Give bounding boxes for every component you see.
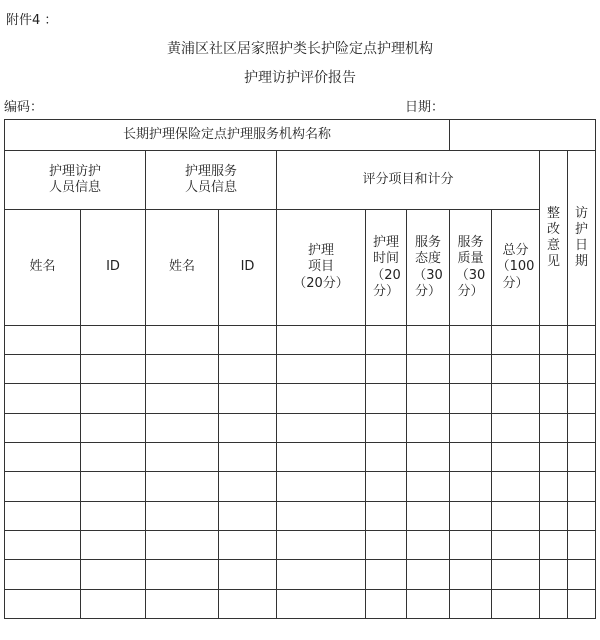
table-cell[interactable] (568, 472, 596, 502)
care-items-header-line: 项目 (307, 259, 334, 275)
service-staff-header-line1: 护理服务 (184, 163, 237, 179)
table-row (5, 560, 596, 590)
visit-date-header-line: 护 (574, 221, 588, 237)
service-quality-header-line: （30 (455, 267, 486, 283)
care-time-header-line: 护理 (372, 235, 399, 250)
table-cell[interactable] (81, 443, 146, 472)
visit-staff-header-line2: 人员信息 (48, 180, 101, 195)
table-cell[interactable] (568, 326, 596, 355)
table-cell[interactable] (540, 326, 568, 355)
table-cell[interactable] (81, 355, 146, 384)
table-cell[interactable] (277, 531, 366, 560)
table-cell[interactable] (450, 560, 492, 590)
table-cell[interactable] (219, 326, 277, 355)
table-cell[interactable] (568, 502, 596, 531)
table-cell[interactable] (540, 472, 568, 502)
org-name-value[interactable] (450, 120, 596, 151)
table-cell[interactable] (492, 384, 540, 414)
table-cell[interactable] (366, 414, 407, 443)
care-items-header-line: 护理 (307, 243, 334, 259)
visit-date-header-line: 日 (574, 238, 588, 253)
table-row (5, 384, 596, 414)
table-cell[interactable] (366, 531, 407, 560)
table-cell[interactable] (277, 355, 366, 384)
table-cell[interactable] (450, 355, 492, 384)
table-row (5, 531, 596, 560)
table-cell[interactable] (540, 355, 568, 384)
table-cell[interactable] (407, 590, 450, 619)
table-cell[interactable] (366, 560, 407, 590)
scoring-header: 评分项目和计分 (277, 151, 540, 210)
table-row (5, 502, 596, 531)
table-cell[interactable] (5, 531, 81, 560)
table-cell[interactable] (219, 414, 277, 443)
table-cell[interactable] (450, 414, 492, 443)
table-cell[interactable] (540, 531, 568, 560)
table-cell[interactable] (277, 590, 366, 619)
table-cell[interactable] (146, 472, 219, 502)
table-cell[interactable] (540, 560, 568, 590)
table-cell[interactable] (146, 384, 219, 414)
table-cell[interactable] (407, 443, 450, 472)
table-cell[interactable] (5, 560, 81, 590)
table-cell[interactable] (146, 414, 219, 443)
table-cell[interactable] (5, 502, 81, 531)
table-row (5, 472, 596, 502)
service-staff-header-line2: 人员信息 (184, 180, 237, 195)
table-cell[interactable] (492, 355, 540, 384)
table-cell[interactable] (81, 384, 146, 414)
table-cell[interactable] (540, 414, 568, 443)
table-cell[interactable] (407, 560, 450, 590)
table-cell[interactable] (5, 384, 81, 414)
visit-date-header-line: 期 (574, 254, 588, 270)
table-cell[interactable] (407, 531, 450, 560)
visit-staff-header (5, 151, 146, 210)
table-cell[interactable] (81, 590, 146, 619)
code-label: 编码： (4, 100, 44, 115)
total-header-line: （100 (496, 259, 535, 275)
table-cell[interactable] (492, 414, 540, 443)
care-items-header (277, 210, 366, 326)
service-staff-id-header: ID (219, 210, 277, 326)
table-cell[interactable] (407, 502, 450, 531)
table-cell[interactable] (366, 326, 407, 355)
table-cell[interactable] (5, 414, 81, 443)
table-cell[interactable] (492, 502, 540, 531)
table-cell[interactable] (450, 472, 492, 502)
table-cell[interactable] (450, 326, 492, 355)
table-cell[interactable] (219, 531, 277, 560)
rectify-header-line: 整 (546, 205, 560, 221)
table-cell[interactable] (407, 355, 450, 384)
table-cell[interactable] (81, 560, 146, 590)
table-cell[interactable] (407, 326, 450, 355)
visit-staff-header-line1: 护理访护 (48, 163, 101, 179)
table-cell[interactable] (407, 472, 450, 502)
rectify-header-line: 改 (546, 221, 560, 237)
table-cell[interactable] (81, 414, 146, 443)
table-cell[interactable] (366, 472, 407, 502)
table-cell[interactable] (81, 326, 146, 355)
table-row (5, 326, 596, 355)
table-cell[interactable] (492, 531, 540, 560)
table-cell[interactable] (540, 384, 568, 414)
group-header-row (5, 151, 596, 210)
table-cell[interactable] (81, 472, 146, 502)
table-cell[interactable] (277, 472, 366, 502)
service-attitude-header-line: 态度 (414, 251, 441, 267)
rectify-header-line: 意 (546, 238, 560, 253)
table-cell[interactable] (277, 326, 366, 355)
table-cell[interactable] (450, 502, 492, 531)
table-cell[interactable] (568, 531, 596, 560)
table-row (5, 443, 596, 472)
table-cell[interactable] (146, 560, 219, 590)
table-cell[interactable] (366, 384, 407, 414)
table-cell[interactable] (219, 560, 277, 590)
table-cell[interactable] (450, 531, 492, 560)
table-cell[interactable] (492, 443, 540, 472)
table-cell[interactable] (5, 590, 81, 619)
care-time-header-line: 分） (372, 283, 399, 299)
table-cell[interactable] (492, 560, 540, 590)
table-cell[interactable] (568, 384, 596, 414)
table-cell[interactable] (146, 355, 219, 384)
total-score-header (492, 210, 540, 326)
table-cell[interactable] (277, 384, 366, 414)
table-cell[interactable] (81, 531, 146, 560)
table-cell[interactable] (492, 326, 540, 355)
column-header-row (5, 210, 596, 326)
service-quality-header (450, 210, 492, 326)
table-cell[interactable] (568, 414, 596, 443)
table-cell[interactable] (407, 384, 450, 414)
visit-date-header (568, 151, 596, 326)
table-cell[interactable] (219, 443, 277, 472)
org-name-label: 长期护理保险定点护理服务机构名称 (5, 120, 450, 151)
table-cell[interactable] (277, 414, 366, 443)
care-time-header-line: （20 (371, 267, 401, 283)
visit-staff-id-header: ID (81, 210, 146, 326)
service-attitude-header-line: （30 (413, 267, 443, 283)
table-cell[interactable] (540, 590, 568, 619)
table-cell[interactable] (5, 472, 81, 502)
table-cell[interactable] (277, 560, 366, 590)
table-cell[interactable] (146, 443, 219, 472)
care-time-header-line: 时间 (372, 251, 399, 267)
table-cell[interactable] (450, 590, 492, 619)
table-cell[interactable] (366, 590, 407, 619)
table-cell[interactable] (492, 590, 540, 619)
service-quality-header-line: 分） (457, 283, 484, 299)
table-cell[interactable] (540, 502, 568, 531)
visit-date-header-line: 访 (574, 205, 588, 221)
rectify-opinion-header (540, 151, 568, 326)
table-row (5, 355, 596, 384)
table-cell[interactable] (277, 502, 366, 531)
visit-staff-name-header: 姓名 (5, 210, 81, 326)
table-cell[interactable] (219, 472, 277, 502)
table-cell[interactable] (219, 502, 277, 531)
service-quality-header-line: 服务 (457, 235, 484, 250)
table-cell[interactable] (277, 443, 366, 472)
table-cell[interactable] (568, 590, 596, 619)
table-cell[interactable] (219, 355, 277, 384)
table-cell[interactable] (568, 443, 596, 472)
evaluation-table (4, 119, 596, 619)
rectify-header-line: 见 (546, 254, 560, 270)
table-cell[interactable] (5, 326, 81, 355)
table-cell[interactable] (146, 326, 219, 355)
table-row (5, 590, 596, 619)
total-header-line: 分） (502, 275, 529, 291)
table-cell[interactable] (146, 590, 219, 619)
org-name-row (5, 120, 596, 151)
table-row (5, 414, 596, 443)
table-cell[interactable] (5, 443, 81, 472)
table-cell[interactable] (146, 531, 219, 560)
service-attitude-header-line: 分） (414, 283, 441, 299)
table-cell[interactable] (450, 384, 492, 414)
service-attitude-header-line: 服务 (414, 235, 441, 250)
table-cell[interactable] (568, 355, 596, 384)
table-cell[interactable] (81, 502, 146, 531)
table-cell[interactable] (5, 355, 81, 384)
table-cell[interactable] (219, 384, 277, 414)
care-items-header-line: （20分） (293, 275, 349, 291)
service-attitude-header (407, 210, 450, 326)
table-cell[interactable] (219, 590, 277, 619)
table-cell[interactable] (492, 472, 540, 502)
total-header-line: 总分 (502, 243, 529, 259)
attachment-label: 附件4 ： (6, 13, 58, 28)
care-time-header (366, 210, 407, 326)
table-cell[interactable] (540, 443, 568, 472)
document-subtitle: 护理访护评价报告 (244, 70, 356, 86)
table-cell[interactable] (366, 502, 407, 531)
table-cell[interactable] (568, 560, 596, 590)
service-quality-header-line: 质量 (457, 251, 484, 267)
table-cell[interactable] (366, 355, 407, 384)
table-cell[interactable] (146, 502, 219, 531)
date-label: 日期： (405, 100, 445, 115)
service-staff-header (146, 151, 277, 210)
document-title: 黄浦区社区居家照护类长护险定点护理机构 (167, 41, 433, 57)
table-cell[interactable] (366, 443, 407, 472)
table-cell[interactable] (450, 443, 492, 472)
service-staff-name-header: 姓名 (146, 210, 219, 326)
table-cell[interactable] (407, 414, 450, 443)
